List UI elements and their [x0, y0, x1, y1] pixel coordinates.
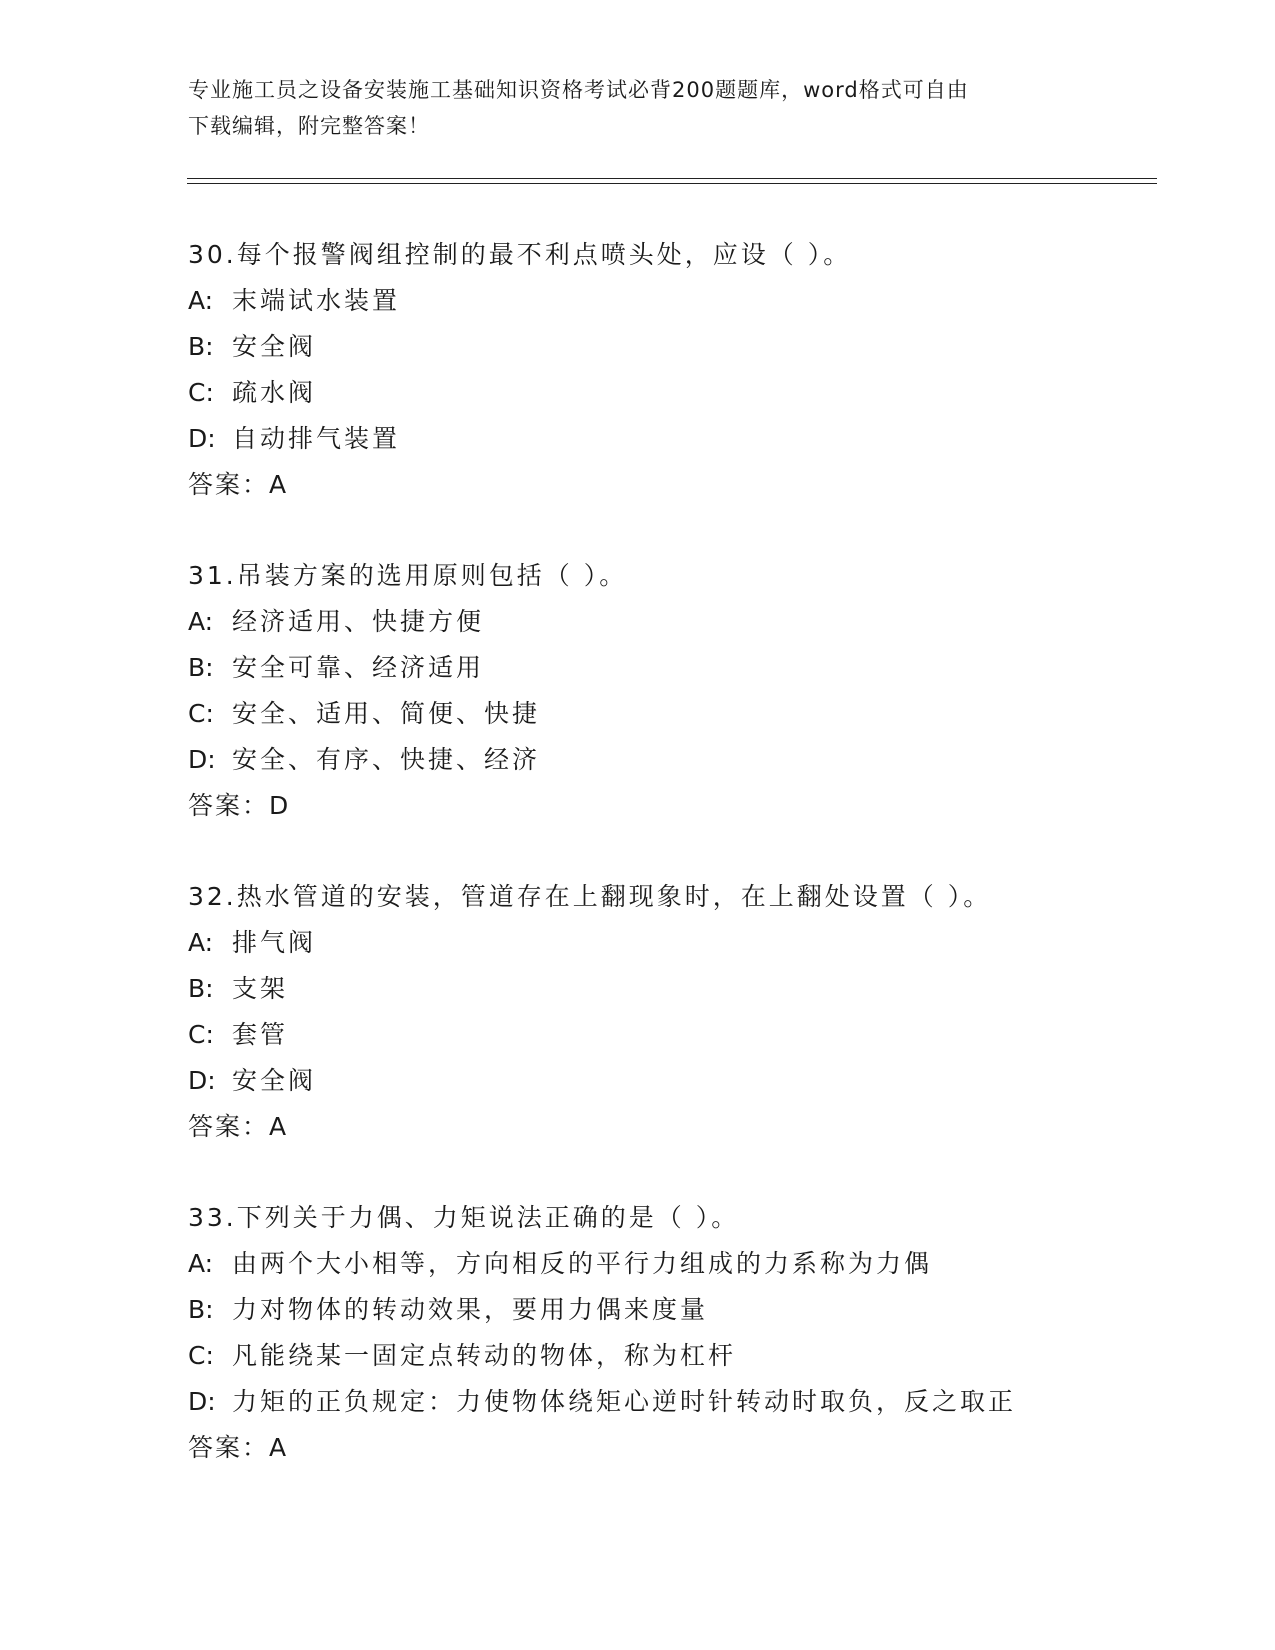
answer-label: 答案：: [188, 1112, 270, 1141]
option-text: 支架: [232, 974, 289, 1003]
option-a: [188, 1241, 1168, 1287]
option-letter: C:: [188, 1341, 214, 1370]
option-text: 安全阀: [232, 332, 317, 361]
question-item: [188, 874, 1168, 1150]
answer-value: A: [269, 1112, 290, 1141]
document-header: [188, 72, 1088, 144]
option-d: [188, 416, 1168, 462]
header-divider-bottom: [187, 183, 1157, 184]
question-list: [188, 232, 1168, 1516]
option-letter: C:: [188, 1020, 214, 1049]
option-text: 安全、有序、快捷、经济: [232, 745, 541, 774]
answer-label: 答案：: [188, 791, 270, 820]
option-b: [188, 324, 1168, 370]
option-letter: D:: [188, 424, 216, 453]
answer-label: 答案：: [188, 470, 270, 499]
option-c: [188, 691, 1168, 737]
option-c: [188, 1012, 1168, 1058]
answer-line: [188, 1425, 1168, 1471]
question-stem: 32.热水管道的安装，管道存在上翻现象时，在上翻处设置（ ）。: [188, 882, 992, 911]
answer-value: A: [269, 470, 290, 499]
option-text: 排气阀: [232, 928, 317, 957]
option-text: 力对物体的转动效果，要用力偶来度量: [232, 1295, 709, 1324]
question-item: [188, 232, 1168, 508]
option-letter: C:: [188, 378, 214, 407]
option-letter: A:: [188, 1249, 214, 1278]
option-text: 安全、适用、简便、快捷: [232, 699, 541, 728]
answer-label: 答案：: [188, 1433, 270, 1462]
option-text: 末端试水装置: [232, 286, 401, 315]
option-b: [188, 1287, 1168, 1333]
option-text: 安全阀: [232, 1066, 317, 1095]
option-text: 自动排气装置: [232, 424, 401, 453]
option-text: 安全可靠、经济适用: [232, 653, 485, 682]
option-letter: A:: [188, 607, 214, 636]
question-stem: 31.吊装方案的选用原则包括（ ）。: [188, 561, 628, 590]
option-c: [188, 370, 1168, 416]
option-a: [188, 278, 1168, 324]
option-b: [188, 645, 1168, 691]
option-text: 凡能绕某一固定点转动的物体，称为杠杆: [232, 1341, 737, 1370]
option-letter: B:: [188, 974, 214, 1003]
option-text: 由两个大小相等，方向相反的平行力组成的力系称为力偶: [232, 1249, 933, 1278]
header-divider-top: [187, 178, 1157, 179]
answer-value: D: [269, 791, 292, 820]
answer-value: A: [269, 1433, 290, 1462]
option-letter: B:: [188, 332, 214, 361]
option-letter: A:: [188, 928, 214, 957]
question-item: [188, 553, 1168, 829]
option-d: [188, 1058, 1168, 1104]
header-line-1: 专业施工员之设备安装施工基础知识资格考试必背200题题库，word格式可自由: [188, 78, 969, 102]
option-c: [188, 1333, 1168, 1379]
option-text: 套管: [232, 1020, 289, 1049]
question-stem: 30.每个报警阀组控制的最不利点喷头处，应设（ ）。: [188, 240, 852, 269]
option-letter: C:: [188, 699, 214, 728]
option-d: [188, 737, 1168, 783]
option-a: [188, 920, 1168, 966]
option-b: [188, 966, 1168, 1012]
option-letter: D:: [188, 745, 216, 774]
header-line-2: 下载编辑，附完整答案！: [188, 114, 430, 138]
option-text: 力矩的正负规定：力使物体绕矩心逆时针转动时取负，反之取正: [232, 1387, 1017, 1416]
option-letter: B:: [188, 1295, 214, 1324]
option-text: 疏水阀: [232, 378, 317, 407]
question-item: [188, 1195, 1168, 1471]
answer-line: [188, 783, 1168, 829]
option-letter: D:: [188, 1387, 216, 1416]
option-text: 经济适用、快捷方便: [232, 607, 485, 636]
option-d: [188, 1379, 1168, 1425]
answer-line: [188, 462, 1168, 508]
option-letter: A:: [188, 286, 214, 315]
option-letter: D:: [188, 1066, 216, 1095]
question-stem: 33.下列关于力偶、力矩说法正确的是（ ）。: [188, 1203, 740, 1232]
answer-line: [188, 1104, 1168, 1150]
option-a: [188, 599, 1168, 645]
option-letter: B:: [188, 653, 214, 682]
